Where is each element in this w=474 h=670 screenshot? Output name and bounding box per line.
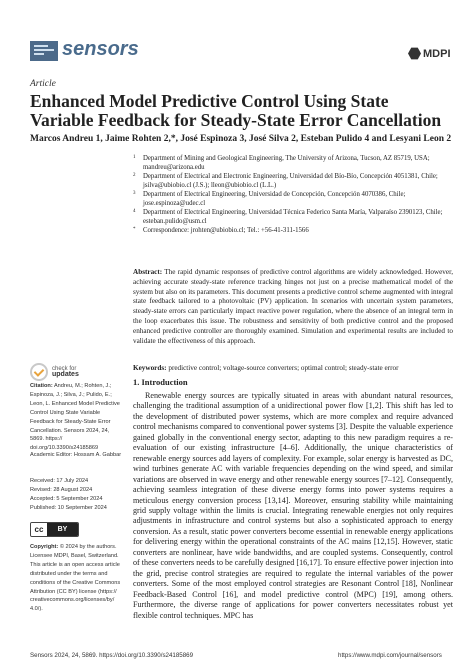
abstract-label: Abstract: (133, 268, 163, 276)
publication-dates (30, 477, 122, 513)
copyright-notice (30, 543, 122, 614)
keywords-text: predictive control; voltage-source converters; optimal control; steady-state error (168, 364, 399, 372)
affiliation-item (133, 191, 453, 208)
accepted-date: Accepted: 5 September 2024 (30, 495, 103, 502)
publisher-logo (408, 47, 451, 60)
section-heading: 1. Introduction (133, 377, 188, 387)
publisher-name: MDPI (423, 47, 451, 60)
citation-label: Citation: (30, 383, 53, 389)
journal-logo-icon (30, 41, 58, 61)
abstract-text: The rapid dynamic responses of predictive control algorithms are widely acknowledged. However, achieving accurate steady-state reference tracking hinges not just on a precise mathematical model of the system but also on its parameters. This document presents a predictive control scheme augmented with integral state feedback tailored to a photovoltaic (PV) application. In scenarios with uncertain system parameters, steady-state errors can particularly impact reactive power regulation, where the absence of an integral term in the loop exacerbates this issue. The robustness and sensitivity of both predictive control and the proposed enhanced predictive controller are thoroughly examined. Simulation and experimental results are included to validate the effectiveness of this approach. (133, 268, 453, 345)
copyright-text: © 2024 by the authors. Licensee MDPI, Basel, Switzerland. This article is an open access article distributed under the terms and conditions of the Creative Commons Attribution (CC BY) license (https:// creativecommons.org/licenses/by/ 4.0/). (30, 544, 121, 613)
published-date: Published: 10 September 2024 (30, 504, 107, 511)
check-updates-text (52, 366, 79, 379)
affiliation-number: 3 (133, 191, 136, 196)
affiliation-text: Department of Mining and Geological Engineering, The University of Arizona, Tucson, AZ 85719, USA; mandreu@arizona.edu (143, 155, 430, 171)
author-list: Marcos Andreu 1, Jaime Rohten 2,*, José Espinoza 3, José Silva 2, Esteban Pulido 4 and Lesyani Leon 2 (30, 134, 452, 144)
affiliation-item (133, 173, 453, 190)
affiliation-item (133, 209, 453, 226)
affiliation-text: Department of Electrical Engineering, Universidad de Concepción, Concepción 4070386, Chile; jose.espinoza@udec.cl (143, 191, 406, 207)
keywords-label: Keywords: (133, 364, 167, 372)
affiliation-number: 2 (133, 173, 136, 178)
affiliation-text: Department of Electrical Engineering, Universidad Técnica Federico Santa María, Valparaíso 2390123, Chile; esteban.pulido@usm.cl (143, 209, 443, 225)
affiliation-number: 1 (133, 155, 136, 160)
received-date: Received: 17 July 2024 (30, 478, 89, 484)
check-updates-line1: check for (52, 365, 77, 372)
affiliation-number: * (133, 227, 136, 232)
correspondence (133, 227, 453, 236)
affiliation-text: Department of Electrical and Electronic Engineering, Universidad del Bío-Bío, Concepción 4051381, Chile; jsilva@ubiobio.cl (J.S.); lleon@ubiobio.cl (L.L.) (143, 173, 438, 189)
check-updates-icon (30, 363, 48, 381)
check-for-updates-button[interactable] (30, 363, 79, 381)
affiliation-item (133, 155, 453, 172)
affiliations (133, 155, 453, 237)
abstract (133, 268, 453, 346)
footer-journal-link[interactable]: https://www.mdpi.com/journal/sensors (338, 652, 442, 659)
academic-editor: Academic Editor: Hossam A. Gabbar (30, 452, 122, 458)
article-type: Article (30, 79, 56, 89)
cc-by-license-icon[interactable] (30, 522, 79, 537)
mdpi-hex-icon (408, 47, 421, 60)
citation-text: Andreu, M.; Rohten, J.; Espinoza, J.; Silva, J.; Pulido, E.; Leon, L. Enhanced Model Predictive Control Using State Variable Feedback for Steady-State Error Cancellation. Sensors 2024, 24, 5869. https:// doi.org/10.3390/s24185869 (30, 383, 120, 452)
copyright-label: Copyright: (30, 544, 59, 550)
introduction-paragraph: Renewable energy sources are typically situated in areas with abundant natural resources, challenging the traditional assumption of a unidirectional power flow [1,2]. This shift has led to the development of distributed power systems, which are more complex and require advanced control mechanisms compared to conventional power systems [3]. Despite the valuable experience gained globally in the conventional energy sector, adapting to this new paradigm requires a re-evaluation of our existing infrastructure [4–6]. Additionally, the unique characteristics of renewable energy sources add layers of complexity. For example, solar energy is harvested as DC, wind turbines generate AC with variable frequencies depending on the wind speed, and similar variations are observed in wave energy and other renewable energy sources [7–12]. Consequently, achieving seamless integration of these diverse energy forms into power systems requires a meticulous energy conversion process [13,14]. Moreover, ensuring stability while maintaining grid supply voltage within the limits is crucial. Integrating renewable energies not only requires adjustments in infrastructure and control systems but also a sophisticated approach to energy conversion. As a result, static power converters become essential in renewable energy applications for delivering energy within the operational constraints of the AC mains [12,15]. However, static converters are nonlinear, have wide bandwidths, and are coupled systems. Consequently, control of these converters needs to be carefully designed [16,17]. To ensure effective power injection into the grid, precise control strategies are required to regulate the internal variables of the power converters. Some of the most employed control strategies are Resonant Control [18], Nonlinear Feedback-Based Control [16], and model predictive control (MPC) [19], among others. Furthermore, the diverse range of applications for power converters necessitates robust yet flexible control techniques. MPC has (133, 391, 453, 620)
keywords (133, 364, 453, 374)
by-label: BY (47, 523, 78, 536)
check-updates-line2: updates (52, 371, 79, 378)
cc-label: cc (31, 523, 47, 536)
footer-citation: Sensors 2024, 24, 5869. https://doi.org/10.3390/s24185869 (30, 652, 194, 659)
citation-block (30, 382, 122, 453)
journal-name: sensors (62, 38, 139, 60)
affiliation-number: 4 (133, 209, 136, 214)
article-title: Enhanced Model Predictive Control Using State Variable Feedback for Steady-State Error Cancellation (30, 91, 442, 130)
revised-date: Revised: 28 August 2024 (30, 486, 93, 493)
correspondence-text: Correspondence: jrohten@ubiobio.cl; Tel.: +56-41-311-1566 (143, 227, 309, 234)
